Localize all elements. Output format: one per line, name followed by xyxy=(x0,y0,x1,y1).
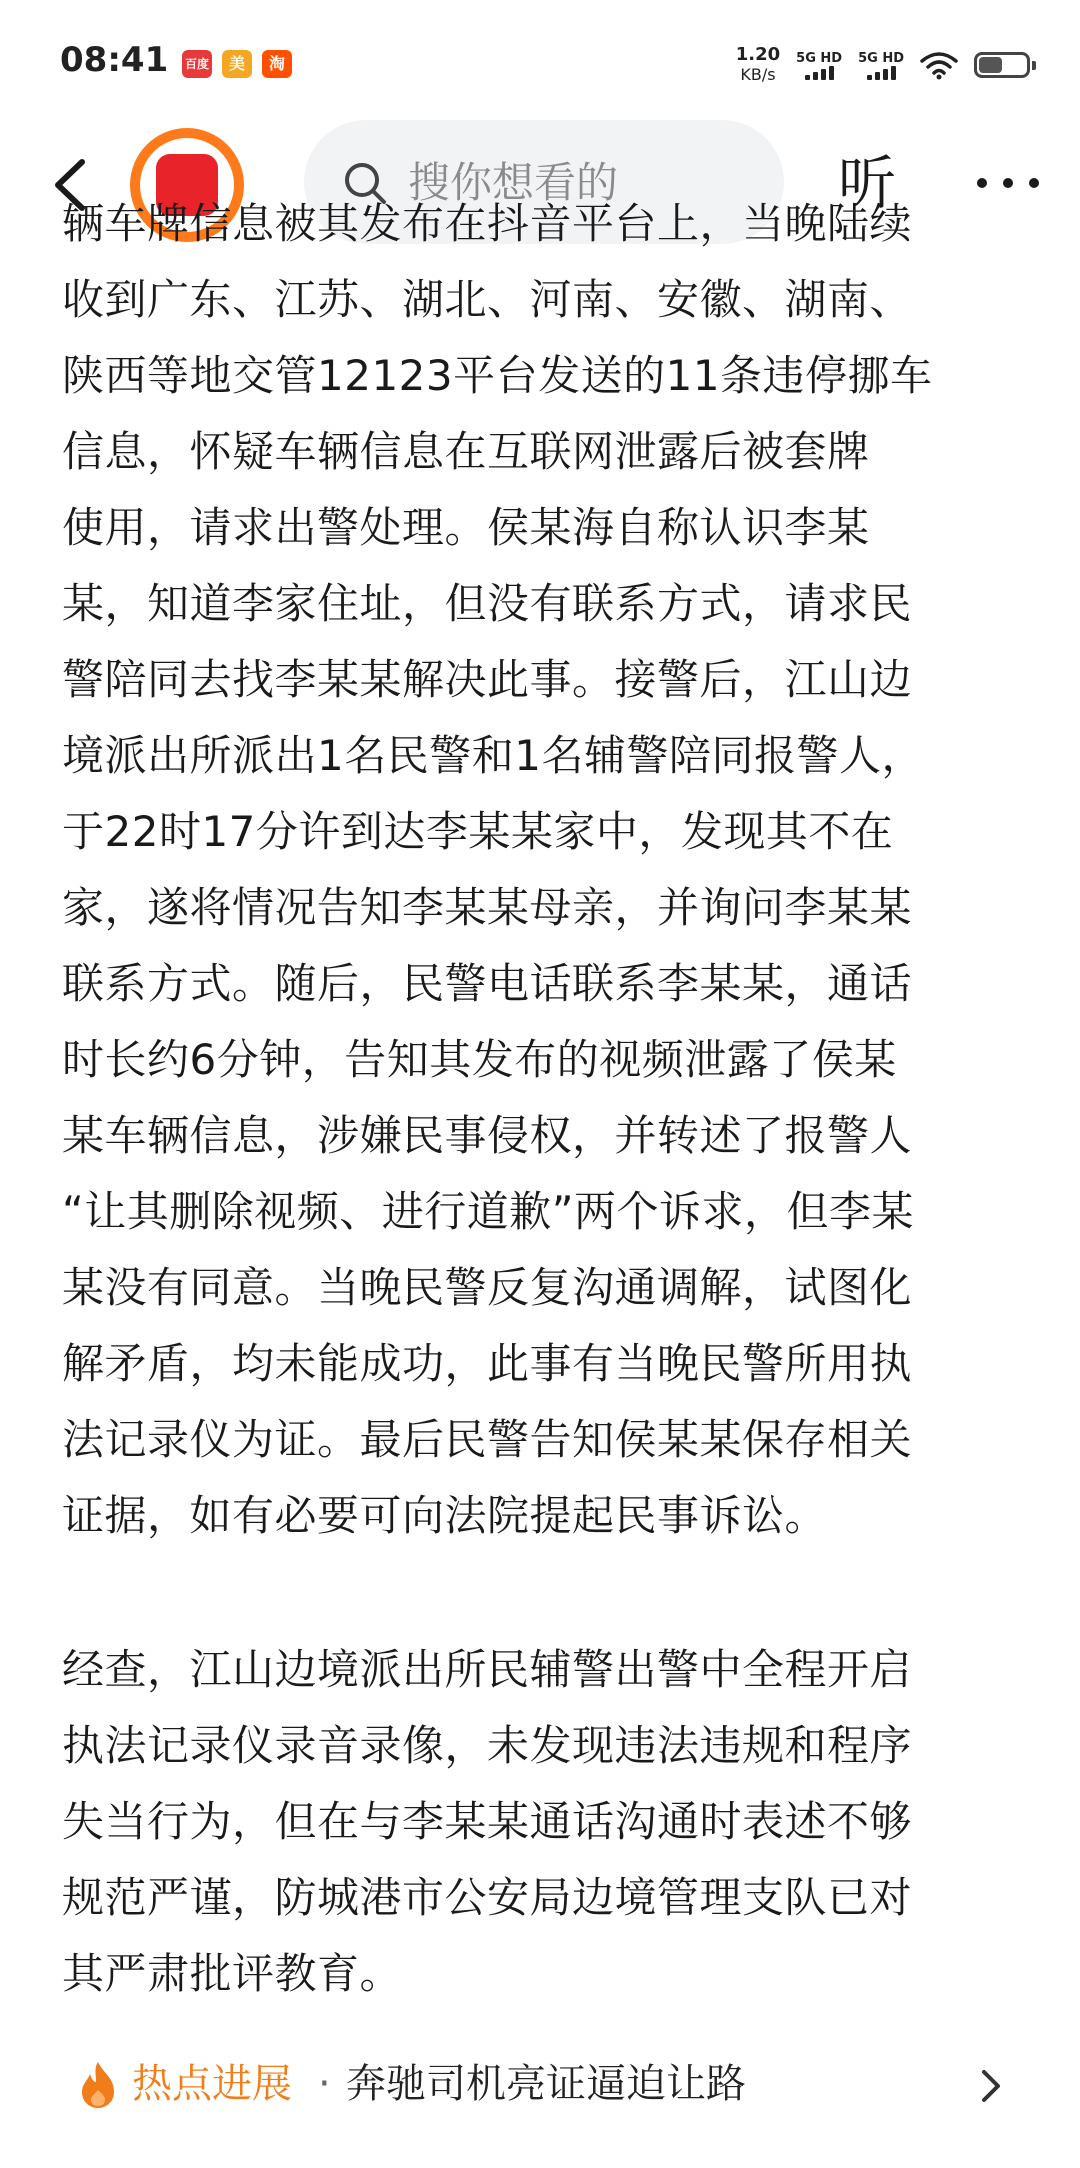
baidu-app-icon: 百度 xyxy=(182,50,212,78)
article-line: 收到广东、江苏、湖北、河南、安徽、湖南、 xyxy=(62,275,913,324)
hot-topic-separator: · xyxy=(318,2061,331,2107)
status-bar xyxy=(0,0,1080,120)
hot-topic-bar[interactable] xyxy=(0,2040,1080,2130)
network-speed-unit: KB/s xyxy=(740,65,776,84)
wifi-icon xyxy=(920,50,958,80)
article-line: 联系方式。随后，民警电话联系李某某，通话 xyxy=(62,959,913,1008)
article-line: 信息，怀疑车辆信息在互联网泄露后被套牌 xyxy=(62,427,870,476)
article-line: “让其删除视频、进行道歉”两个诉求，但李某 xyxy=(62,1187,915,1236)
article-line: 时长约6分钟，告知其发布的视频泄露了侯某 xyxy=(62,1035,897,1084)
article-line: 解矛盾，均未能成功，此事有当晚民警所用执 xyxy=(62,1339,913,1388)
article-line: 某车辆信息，涉嫌民事侵权，并转述了报警人 xyxy=(62,1111,913,1160)
article-line: 家，遂将情况告知李某某母亲，并询问李某某 xyxy=(62,883,913,932)
chevron-right-icon[interactable] xyxy=(976,2068,1006,2104)
taobao-app-icon: 淘 xyxy=(262,50,292,78)
article-paragraph xyxy=(62,186,1042,1554)
network-speed xyxy=(736,45,780,85)
article-line: 其严肃批评教育。 xyxy=(62,1949,403,1998)
article-line: 规范严谨，防城港市公安局边境管理支队已对 xyxy=(62,1873,913,1922)
hot-topic-label: 热点进展 xyxy=(132,2061,292,2107)
listen-button[interactable]: 听 xyxy=(838,149,897,217)
battery-level-fill xyxy=(979,57,1002,73)
article-line: 使用，请求出警处理。侯某海自称认识李某 xyxy=(62,503,870,552)
sim2-signal-icon xyxy=(858,51,904,80)
article-line: 法记录仪为证。最后民警告知侯某某保存相关 xyxy=(62,1415,913,1464)
article-line: 某，知道李家住址，但没有联系方式，请求民 xyxy=(62,579,913,628)
meituan-app-icon: 美团 xyxy=(222,50,252,78)
article-line: 失当行为，但在与李某某通话沟通时表述不够 xyxy=(62,1797,913,1846)
article-line: 陕西等地交管12123平台发送的11条违停挪车 xyxy=(62,351,933,400)
sim1-label: 5G HD xyxy=(796,50,843,66)
article-line: 执法记录仪录音录像，未发现违法违规和程序 xyxy=(62,1721,913,1770)
article-line: 于22时17分许到达李某某家中，发现其不在 xyxy=(62,807,894,856)
hot-topic-title[interactable]: 奔驰司机亮证逼迫让路 xyxy=(346,2061,746,2107)
article-body xyxy=(62,199,1042,2030)
article-line: 境派出所派出1名民警和1名辅警陪同报警人， xyxy=(62,731,924,780)
article-paragraph xyxy=(62,1632,1042,2012)
article-line: 某没有同意。当晚民警反复沟通调解，试图化 xyxy=(62,1263,913,1312)
search-placeholder: 搜你想看的 xyxy=(408,158,619,207)
sim1-signal-icon xyxy=(796,51,842,80)
status-indicators xyxy=(736,40,1030,90)
article-line: 辆车牌信息被其发布在抖音平台上，当晚陆续 xyxy=(62,199,913,248)
status-time: 08:41 xyxy=(60,40,169,80)
article-line: 经查，江山边境派出所民辅警出警中全程开启 xyxy=(62,1645,913,1694)
fire-icon xyxy=(78,2060,118,2110)
battery-icon xyxy=(974,52,1030,78)
sim2-label: 5G HD xyxy=(858,50,904,66)
article-line: 警陪同去找李某某解决此事。接警后，江山边 xyxy=(62,655,913,704)
article-line: 证据，如有必要可向法院提起民事诉讼。 xyxy=(62,1491,828,1540)
network-speed-value: 1.20 xyxy=(735,44,781,65)
